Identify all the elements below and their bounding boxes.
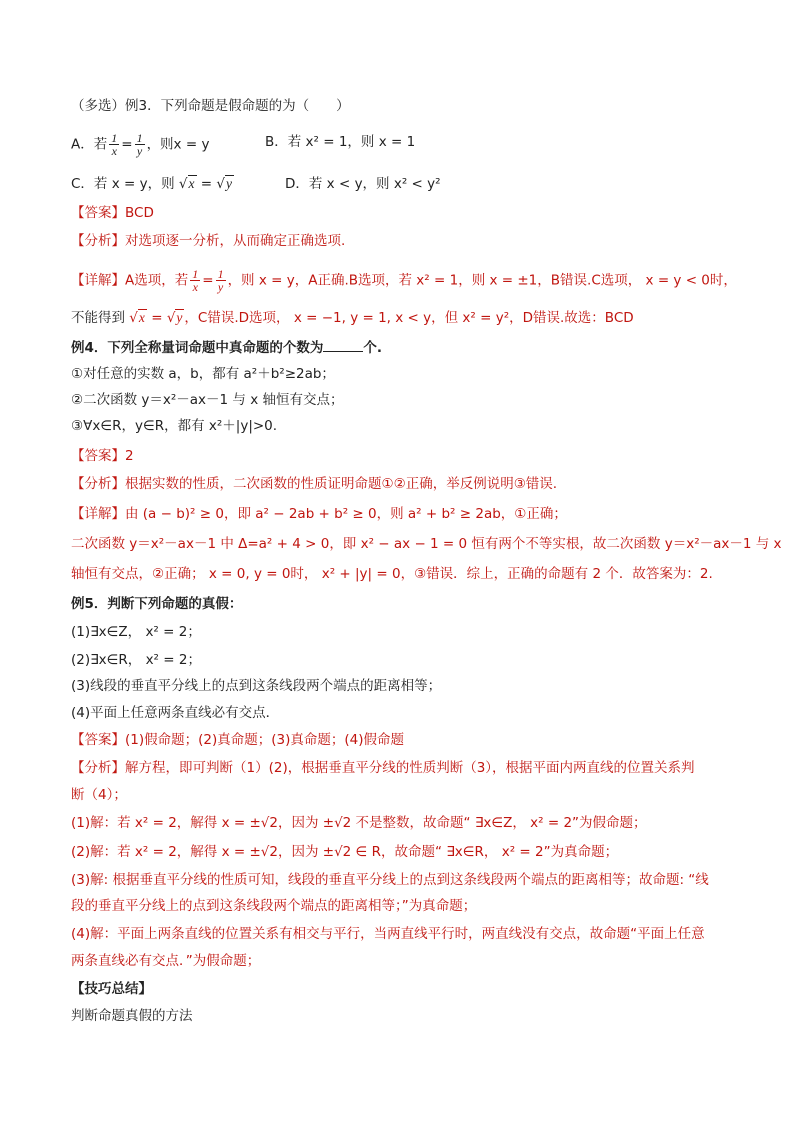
ex4-answer: 【答案】2 xyxy=(71,448,134,464)
ex4-detail-1: 【详解】由 (a − b)² ≥ 0，即 a² − 2ab + b² ≥ 0，则 a² + b² ≥ 2ab，①正确； xyxy=(71,506,567,522)
ex3-detail-2: 不能得到 √x = √y ，C错误.D选项， x = −1, y = 1, x < y，但 x² = y²，D错误.故选：BCD xyxy=(71,310,634,326)
ex5-statement-2: (2)∃x∈R， x² = 2； xyxy=(71,652,201,668)
ex5-analysis-2: 断（4）； xyxy=(71,787,127,803)
ex3-answer: 【答案】BCD xyxy=(71,205,154,221)
summary-title: 【技巧总结】 xyxy=(71,981,152,997)
ex3-option-d: D．若 x < y，则 x² < y² xyxy=(285,176,441,192)
ex5-answer: 【答案】(1)假命题；(2)真命题；(3)真命题；(4)假命题 xyxy=(71,732,404,748)
ex3-title: （多选）例3．下列命题是假命题的为（ ） xyxy=(71,98,350,114)
ex3-option-b: B．若 x² = 1，则 x = 1 xyxy=(265,134,416,150)
ex5-statement-1: (1)∃x∈Z， x² = 2； xyxy=(71,624,201,640)
ex5-solution-3a: (3)解: 根据垂直平分线的性质可知，线段的垂直平分线上的点到这条线段两个端点的距离相等；故命题: “线 xyxy=(71,872,709,888)
summary-text: 判断命题真假的方法 xyxy=(71,1008,193,1024)
ex5-statement-3: (3)线段的垂直平分线上的点到这条线段两个端点的距离相等； xyxy=(71,678,442,694)
fraction-1-over-x: $\frac{1}{x}$ xyxy=(111,131,118,158)
ex3-detail-1: 【详解】A选项，若 $\frac{1}{x}$ = $\frac{1}{y}$ ，则 x = y，A正确.B选项，若 x² = 1，则 x = ±1，B错误.C选项， x = y < 0时， xyxy=(71,267,737,294)
ex3-option-a: A．若 $\frac{1}{x}$ = $\frac{1}{y}$ ，则x = y xyxy=(71,131,210,158)
ex3-analysis: 【分析】对选项逐一分析，从而确定正确选项. xyxy=(71,233,346,249)
ex5-solution-2: (2)解：若 x² = 2，解得 x = ±√2，因为 ±√2 ∈ R，故命题“ ∃x∈R， x² = 2”为真命题； xyxy=(71,844,619,860)
ex5-statement-4: (4)平面上任意两条直线必有交点． xyxy=(71,705,280,721)
answer-blank xyxy=(323,339,363,352)
ex4-detail-2: 二次函数 y＝x²－ax－1 中 Δ=a² + 4 > 0，即 x² − ax − 1 = 0 恒有两个不等实根，故二次函数 y＝x²－ax－1 与 x xyxy=(71,536,782,552)
ex4-statement-2: ②二次函数 y＝x²－ax－1 与 x 轴恒有交点； xyxy=(71,392,344,408)
fraction-1-over-y: $\frac{1}{y}$ xyxy=(136,131,143,158)
ex4-statement-3: ③∀x∈R，y∈R，都有 x²＋|y|>0. xyxy=(71,418,278,434)
ex5-analysis-1: 【分析】解方程，即可判断（1）(2)，根据垂直平分线的性质判断（3），根据平面内两直线的位置关系判 xyxy=(71,760,695,776)
ex5-solution-4a: (4)解：平面上两条直线的位置关系有相交与平行，当两直线平行时，两直线没有交点，故命题“平面上任意 xyxy=(71,926,705,942)
ex3-option-c: C．若 x = y，则 √x = √y xyxy=(71,176,233,192)
ex5-solution-1: (1)解：若 x² = 2，解得 x = ±√2，因为 ±√2 不是整数，故命题“ ∃x∈Z， x² = 2”为假命题； xyxy=(71,815,647,831)
ex5-solution-4b: 两条直线必有交点．”为假命题； xyxy=(71,953,261,969)
ex4-title: 例4．下列全称量词命题中真命题的个数为 个. xyxy=(71,340,383,356)
ex4-analysis: 【分析】根据实数的性质，二次函数的性质证明命题①②正确，举反例说明③错误. xyxy=(71,476,558,492)
ex5-solution-3b: 段的垂直平分线上的点到这条线段两个端点的距离相等；”为真命题； xyxy=(71,898,477,914)
ex4-statement-1: ①对任意的实数 a，b，都有 a²＋b²≥2ab； xyxy=(71,366,335,382)
ex5-title: 例5．判断下列命题的真假： xyxy=(71,596,243,612)
ex4-detail-3: 轴恒有交点，②正确； x = 0, y = 0时， x² + |y| = 0，③错误．综上，正确的命题有 2 个．故答案为：2. xyxy=(71,566,713,582)
